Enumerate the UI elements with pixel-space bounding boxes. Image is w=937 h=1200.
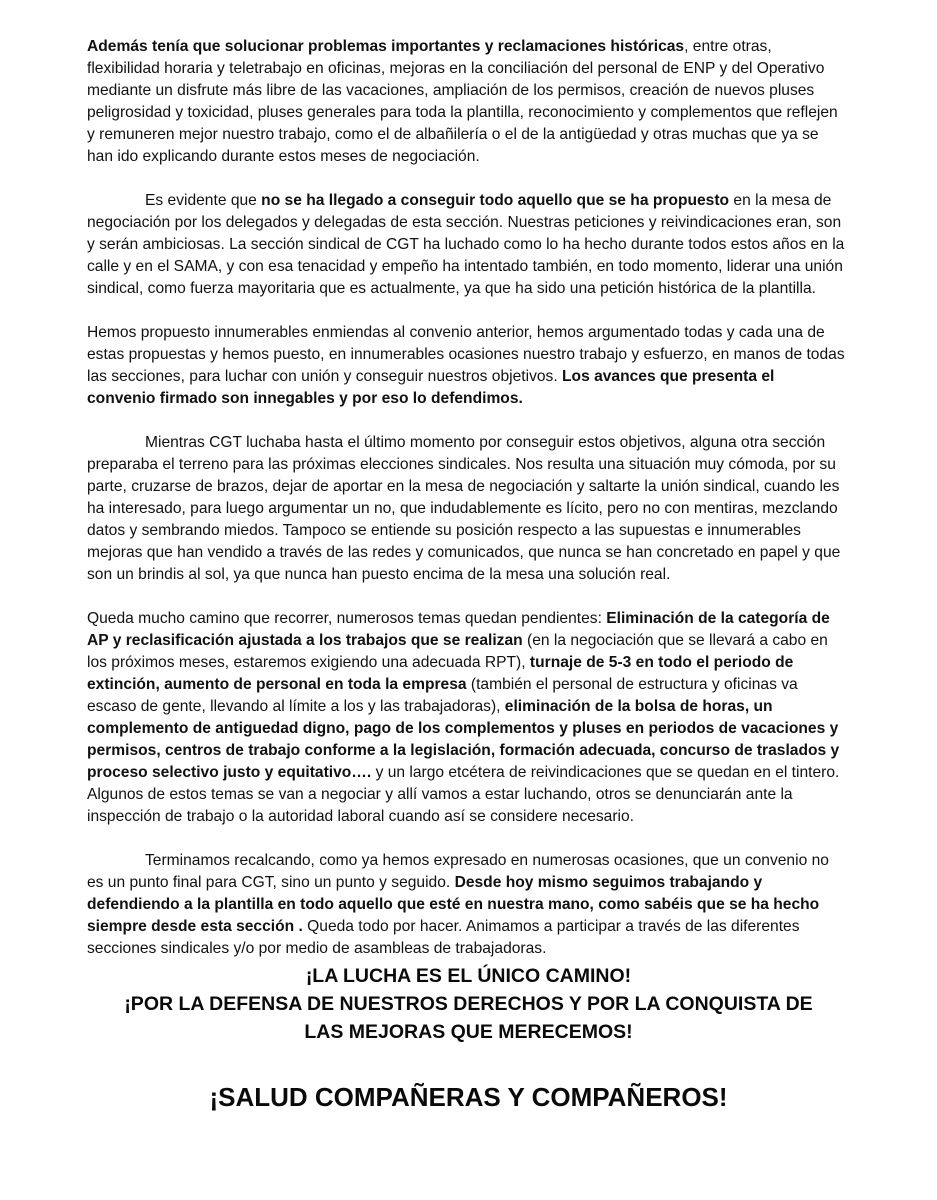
slogan-line-3: LAS MEJORAS QUE MERECEMOS! (304, 1021, 633, 1043)
closing-salute: ¡SALUD COMPAÑERAS Y COMPAÑEROS! (209, 1082, 728, 1112)
paragraph-5-text-1: Queda mucho camino que recorrer, numerosos temas quedan pendientes: (87, 610, 607, 627)
paragraph-5-text-3: (también el personal de estructura y oficinas va escaso de gente, llevando al límite a los y las trabajadoras), (87, 676, 798, 715)
paragraph-5-bold-1: Eliminación de la categoría de AP y reclasificación ajustada a los trabajos que se realizan (87, 610, 830, 649)
paragraph-1-text-1: , entre otras, flexibilidad horaria y teletrabajo en oficinas, mejoras en la conciliación del personal de ENP y del Operativo mediante un disfrute más libre de las vacaciones, ampliación de los permisos, creación de nuevos pluses peligrosidad y toxicidad, pluses generales para toda la plantilla, reconocimiento y complementos que reflejen y remuneren mejor nuestro trabajo, como el de albañilería o el de la antigüedad y otras muchas que ya se han ido explicando durante estos meses de negociación. (87, 38, 838, 165)
paragraph-3-bold-1: Los avances que presenta el convenio firmado son innegables y por eso lo defendimos. (87, 368, 775, 407)
slogan-line-1: ¡LA LUCHA ES EL ÚNICO CAMINO! (305, 965, 632, 987)
paragraph-5-text-2: (en la negociación que se llevará a cabo en los próximos meses, estaremos exigiendo una adecuada RPT), (87, 632, 828, 671)
paragraph-1-bold-1: Además tenía que solucionar problemas importantes y reclamaciones históricas (87, 38, 685, 55)
paragraph-2 (87, 190, 847, 300)
paragraph-6 (87, 850, 847, 960)
paragraph-4 (87, 432, 847, 586)
paragraph-3-text-1: Hemos propuesto innumerables enmiendas al convenio anterior, hemos argumentado todas y cada una de estas propuestas y hemos puesto, en innumerables ocasiones nuestro trabajo y esfuerzo, en manos de todas las secciones, para luchar con unión y conseguir nuestros objetivos. (87, 324, 845, 385)
paragraph-5-bold-3: eliminación de la bolsa de horas, un complemento de antiguedad digno, pago de los complementos y pluses en periodos de vacaciones y permisos, centros de trabajo conforme a la legislación, formación adecuada, concurso de traslados y proceso selectivo justo y equitativo…. (87, 698, 840, 781)
slogan-block (60, 962, 877, 1046)
paragraph-5 (87, 608, 847, 828)
paragraph-5-bold-2: turnaje de 5-3 en todo el periodo de extinción, aumento de personal en toda la empresa (87, 654, 794, 693)
slogan-line-2: ¡POR LA DEFENSA DE NUESTROS DERECHOS Y POR LA CONQUISTA DE (124, 993, 813, 1015)
paragraph-2-text-2: en la mesa de negociación por los delegados y delegadas de esta sección. Nuestras peticiones y reivindicaciones eran, son y serán ambiciosas. La sección sindical de CGT ha luchado como lo ha hecho durante todos estos años en la calle y en el SAMA, y con esa tenacidad y empeño ha intentado también, en todo momento, liderar una unión sindical, como fuerza mayoritaria que es actualmente, ya que ha sido una petición histórica de la plantilla. (87, 192, 845, 297)
document-body (87, 36, 847, 960)
paragraph-2-text-1: Es evidente que (145, 192, 262, 209)
paragraph-4-text-1: Mientras CGT luchaba hasta el último momento por conseguir estos objetivos, alguna otra sección preparaba el terreno para las próximas elecciones sindicales. Nos resulta una situación muy cómoda, por su parte, cruzarse de brazos, dejar de aportar en la mesa de negociación y saltarte la unión sindical, cuando les ha interesado, para luego argumentar un no, que indudablemente es lícito, pero no con mentiras, mezclando datos y sembrando miedos. Tampoco se entiende su posición respecto a las supuestas e innumerables mejoras que han vendido a través de las redes y comunicados, que nunca se han concretado en papel y que son un brindis al sol, ya que nunca han puesto encima de la mesa una solución real. (87, 434, 841, 583)
paragraph-2-bold-1: no se ha llegado a conseguir todo aquello que se ha propuesto (261, 192, 730, 209)
paragraph-3 (87, 322, 847, 410)
paragraph-1 (87, 36, 847, 168)
paragraph-5-text-4: y un largo etcétera de reivindicaciones que se quedan en el tintero. Algunos de estos temas se van a negociar y allí vamos a estar luchando, otros se denunciarán ante la inspección de trabajo o la autoridad laboral cuando así se considere necesario. (87, 764, 840, 825)
paragraph-6-text-1: Terminamos recalcando, como ya hemos expresado en numerosas ocasiones, que un convenio no es un punto final para CGT, sino un punto y seguido. (87, 852, 829, 891)
paragraph-6-text-2: Queda todo por hacer. Animamos a participar a través de las diferentes secciones sindicales y/o por medio de asambleas de trabajadoras. (87, 918, 800, 957)
paragraph-6-bold-1: Desde hoy mismo seguimos trabajando y defendiendo a la plantilla en todo aquello que esté en nuestra mano, como sabéis que se ha hecho siempre desde esta sección . (87, 874, 820, 935)
